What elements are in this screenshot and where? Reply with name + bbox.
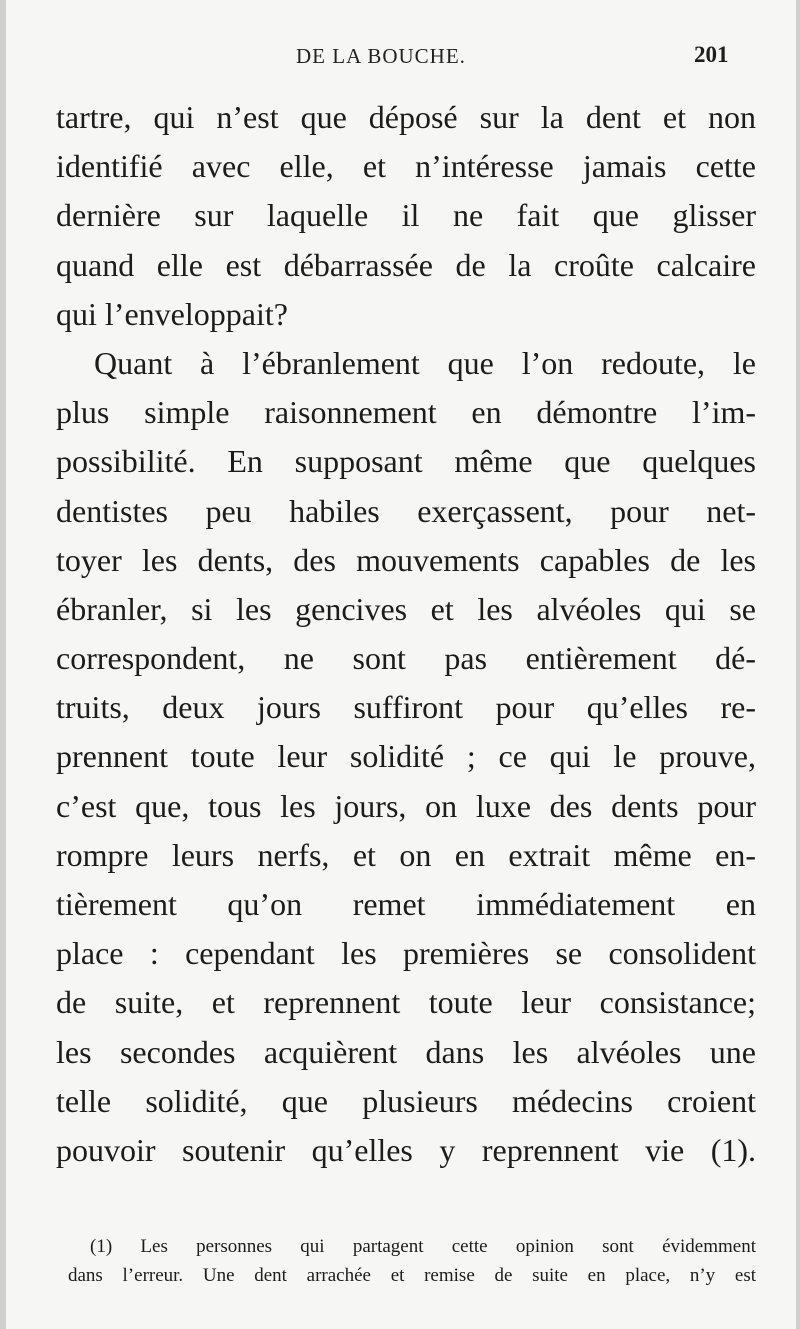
footnote-line: dans l’erreur. Une dent arrachée et remise de suite en place, n’y est bbox=[68, 1265, 756, 1286]
book-page bbox=[6, 0, 796, 1329]
text-line: place : cependant les premières se consolident bbox=[56, 935, 756, 972]
footnote-line: (1) Les personnes qui partagent cette opinion sont évidemment bbox=[90, 1236, 756, 1257]
paragraph-first-line: Quant à l’ébranlement que l’on redoute, le bbox=[94, 344, 756, 381]
text-line: telle solidité, que plusieurs médecins croient bbox=[56, 1082, 756, 1119]
text-line: tartre, qui n’est que déposé sur la dent et non bbox=[56, 99, 756, 135]
text-line: les secondes acquièrent dans les alvéoles une bbox=[56, 1033, 756, 1070]
footnote bbox=[68, 1232, 756, 1290]
text-line: toyer les dents, des mouvements capables de les bbox=[56, 541, 756, 578]
page-number: 201 bbox=[694, 42, 729, 67]
text-line: ébranler, si les gencives et les alvéoles qui se bbox=[56, 590, 756, 627]
text-line: prennent toute leur solidité ; ce qui le prouve, bbox=[56, 738, 756, 775]
text-line: de suite, et reprennent toute leur consistance; bbox=[56, 984, 756, 1021]
body-text bbox=[56, 93, 756, 1175]
text-line: rompre leurs nerfs, et on en extrait même en- bbox=[56, 836, 756, 873]
text-line: quand elle est débarrassée de la croûte calcaire bbox=[56, 246, 756, 283]
text-line: dernière sur laquelle il ne fait que glisser bbox=[56, 197, 756, 234]
text-line: dentistes peu habiles exerçassent, pour net- bbox=[56, 492, 756, 529]
text-line: qui l’enveloppait? bbox=[56, 295, 288, 332]
text-line: pouvoir soutenir qu’elles y reprennent vie (1). bbox=[56, 1131, 756, 1168]
text-line: possibilité. En supposant même que quelques bbox=[56, 443, 756, 480]
running-head bbox=[6, 44, 796, 74]
text-line: identifié avec elle, et n’intéresse jamais cette bbox=[56, 148, 756, 185]
text-line: truits, deux jours suffiront pour qu’elles re- bbox=[56, 689, 756, 726]
text-line: c’est que, tous les jours, on luxe des dents pour bbox=[56, 787, 756, 824]
text-line: plus simple raisonnement en démontre l’im- bbox=[56, 394, 756, 431]
text-line: tièrement qu’on remet immédiatement en bbox=[56, 886, 756, 922]
running-title: DE LA BOUCHE. bbox=[296, 44, 466, 68]
text-line: correspondent, ne sont pas entièrement dé- bbox=[56, 640, 756, 677]
